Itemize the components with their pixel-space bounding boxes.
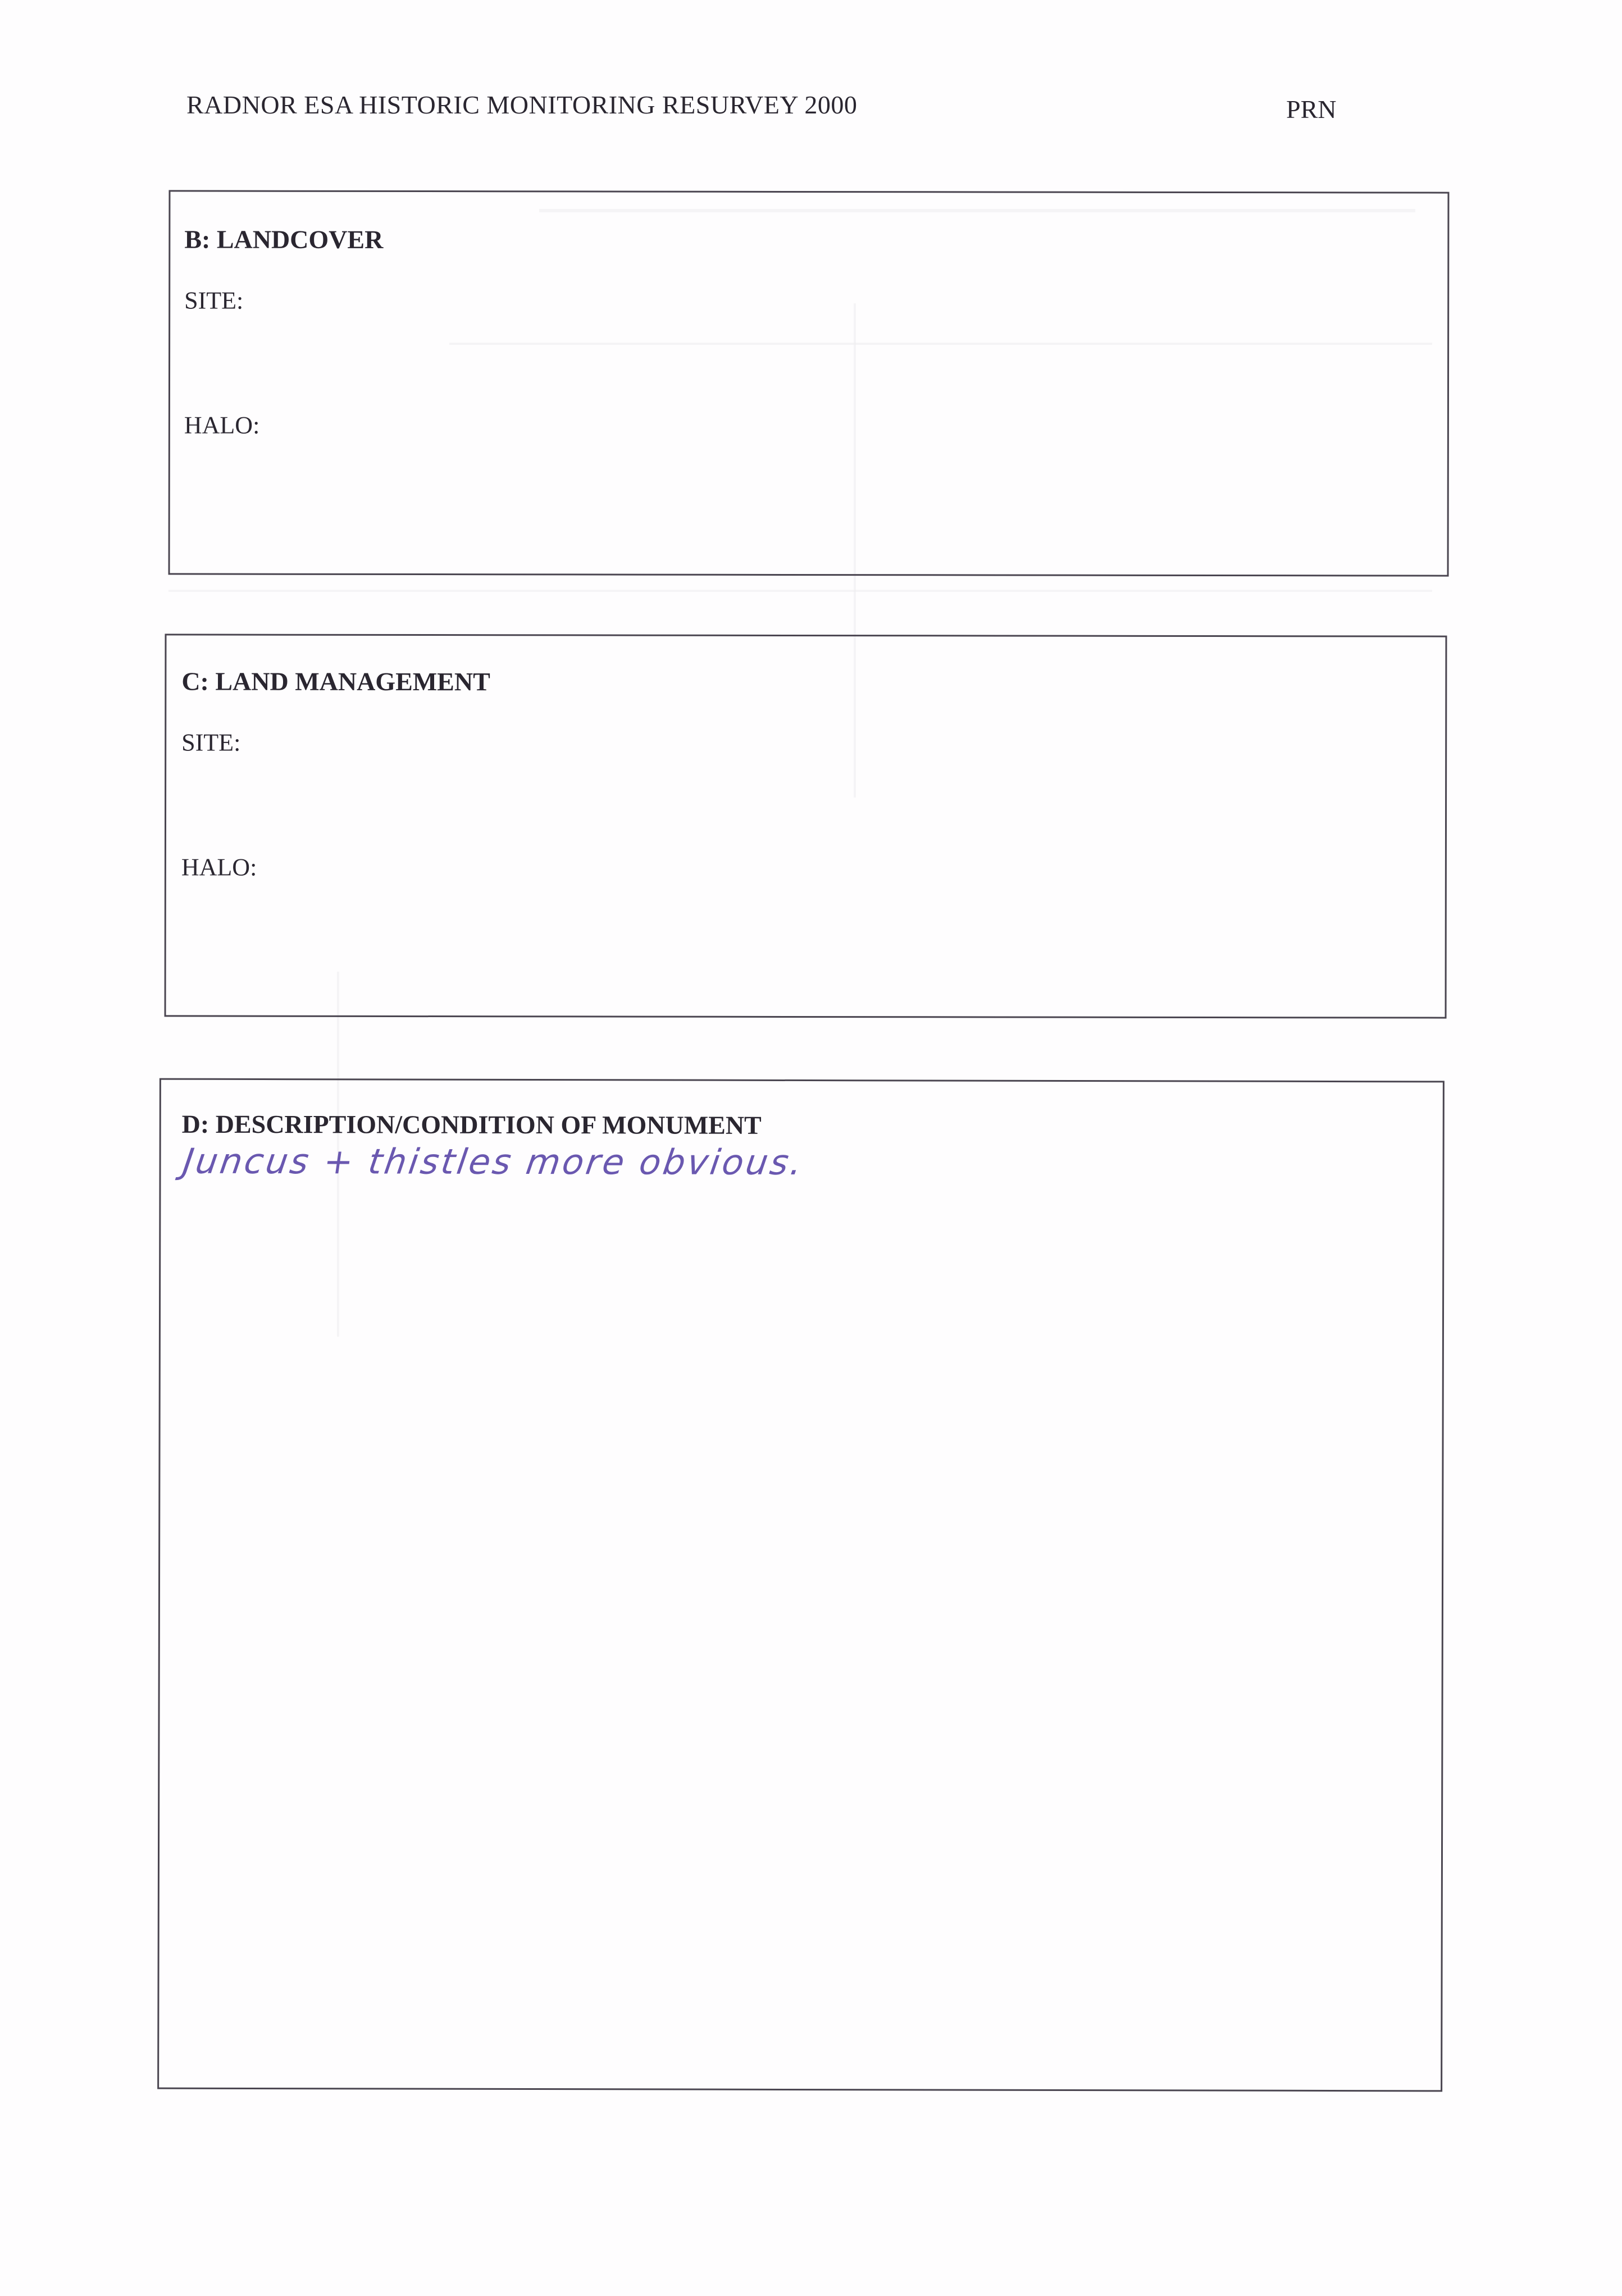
show-through-line [168,590,1432,592]
landcover-title: B: LANDCOVER [184,225,384,254]
land-management-section [165,634,1447,1018]
land-management-halo-label: HALO: [181,853,257,881]
landcover-halo-label: HALO: [184,411,260,439]
description-title: D: DESCRIPTION/CONDITION OF MONUMENT [181,1109,762,1140]
description-section [157,1078,1445,2092]
land-management-site-label: SITE: [181,728,241,757]
landcover-section [168,190,1450,576]
handwritten-note: Juncus + thistles more obvious. [180,1140,807,1183]
land-management-title: C: LAND MANAGEMENT [181,667,490,696]
landcover-site-label: SITE: [184,286,244,315]
prn-label: PRN [1286,95,1337,124]
form-title: RADNOR ESA HISTORIC MONITORING RESURVEY 2000 [186,90,858,119]
